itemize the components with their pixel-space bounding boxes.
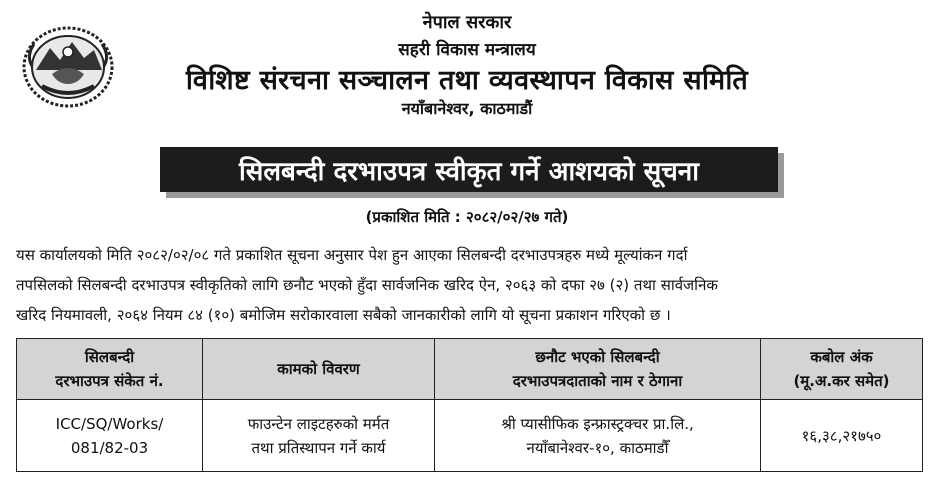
- notice-body: [16, 240, 920, 330]
- notice-title-banner: [160, 147, 778, 192]
- ministry-name: सहरी विकास मन्त्रालय: [398, 40, 536, 60]
- body-line: यस कार्यालयको मिति २०८२/०२/०८ गते प्रकाशित सूचना अनुसार पेश हुन आएका सिलबन्दी दरभाउपत्रहरु मध्ये मूल्यांकन गर्दा: [16, 246, 688, 264]
- bid-amount-cell: १६,३८,२१७५०: [761, 400, 923, 472]
- body-line: तपसिलको सिलबन्दी दरभाउपत्र स्वीकृतिको लागि छनौट भएको हुँदा सार्वजनिक खरिद ऐन, २०६३ को दफा २७ (२) तथा सार्वजनिक: [16, 276, 718, 294]
- header-work-description: कामको विवरण: [203, 339, 435, 400]
- header-bid-amount: कबोल अंक (मू.अ.कर समेत): [761, 339, 923, 400]
- published-date: (प्रकाशित मिति : २०८२/०२/२७ गते): [365, 208, 569, 226]
- office-address: नयाँबानेश्वर, काठमाडौं: [401, 99, 533, 118]
- bidder-cell: श्री प्यासीफिक इन्फ्रास्ट्रक्चर प्रा.लि., नयाँबानेश्वर-१०, काठमाडौँ: [435, 400, 761, 472]
- notice-title: सिलबन्दी दरभाउपत्र स्वीकृत गर्ने आशयको सूचना: [239, 156, 699, 187]
- body-line: खरिद नियमावली, २०६४ नियम ८४ (१०) बमोजिम सरोकारवाला सबैको जानकारीको लागि यो सूचना प्रकाशन गरिएको छ ।: [16, 306, 671, 324]
- table-header-row: [17, 339, 923, 400]
- work-description-cell: फाउन्टेन लाइटहरुको मर्मत तथा प्रतिस्थापन गर्ने कार्य: [203, 400, 435, 472]
- header-bidder-name: छनौट भएको सिलबन्दी दरभाउपत्रदाताको नाम र ठेगाना: [435, 339, 761, 400]
- committee-name: विशिष्ट संरचना सञ्चालन तथा व्यवस्थापन विकास समिति: [185, 65, 749, 96]
- bid-code-cell: ICC/SQ/Works/ 081/82-03: [17, 400, 203, 472]
- selected-bid-table: [16, 338, 923, 472]
- table-row: [17, 400, 923, 472]
- header-bid-code: सिलबन्दी दरभाउपत्र संकेत नं.: [17, 339, 203, 400]
- government-name: नेपाल सरकार: [422, 12, 512, 33]
